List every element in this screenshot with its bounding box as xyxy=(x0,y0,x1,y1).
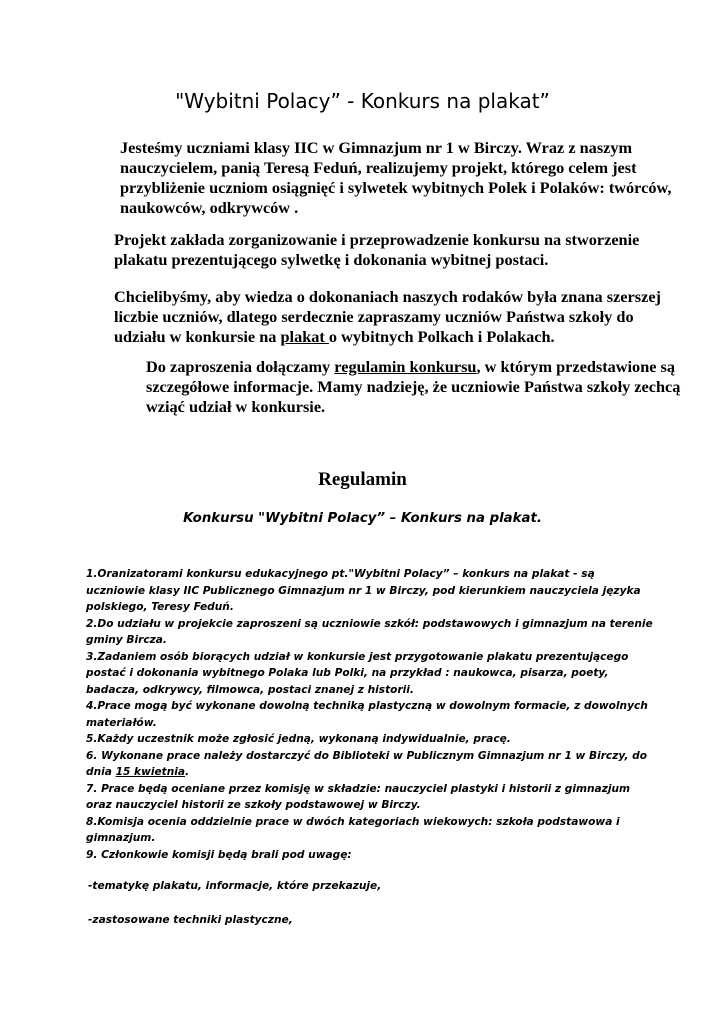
rule-6 xyxy=(86,748,656,781)
rules-list xyxy=(86,566,656,863)
page-title: "Wybitni Polacy” - Konkurs na plakat” xyxy=(175,89,550,113)
rule-7: 7. Prace będą oceniane przez komisję w składzie: nauczyciel plastyki i historii z gimnazjum oraz nauczyciel historii ze szkoły podstawowej w Birczy. xyxy=(86,782,631,811)
rule-3: 3.Zadaniem osób biorących udział w konkursie jest przygotowanie plakatu prezentującego postać i dokonania wybitnego Polaka lub Polki, na przykład : naukowca, pisarza, poety, badacza, odkrywcy, filmowca, postaci znanej z historii. xyxy=(86,650,629,696)
rule-8: 8.Komisja ocenia oddzielnie prace w dwóch kategoriach wiekowych: szkoła podstawowa i gimnazjum. xyxy=(86,815,620,844)
plakat-underlined: plakat xyxy=(280,327,329,346)
rule-9: 9. Członkowie komisji będą brali pod uwagę: xyxy=(86,848,352,861)
regulamin-underlined: regulamin konkursu xyxy=(334,357,477,376)
intro-paragraph-3-end: o wybitnych Polkach i Polakach. xyxy=(328,327,555,346)
rule-5: 5.Każdy uczestnik może zgłosić jedną, wykonaną indywidualnie, pracę. xyxy=(86,733,511,745)
intro-paragraph-4-end: , w którym przedstawione są szczegółowe informacje. Mamy nadzieję, że uczniowie Państwa szkoły zechcą wziąć udział w konkursie. xyxy=(146,357,681,416)
intro-paragraph-2: Projekt zakłada zorganizowanie i przeprowadzenie konkursu na stworzenie plakatu prezentującego sylwetkę i dokonania wybitnej postaci. xyxy=(114,230,640,269)
criterion-1: -tematykę plakatu, informacje, które przekazuje, xyxy=(88,880,382,892)
rule-4: 4.Prace mogą być wykonane dowolną techniką plastyczną w dowolnym formacie, z dowolnych materiałów. xyxy=(86,700,648,729)
criterion-2: -zastosowane techniki plastyczne, xyxy=(88,914,293,926)
intro-paragraph-3-text: Chcielibyśmy, aby wiedza o dokonaniach naszych rodaków była znana szerszej liczbie uczniów, dlatego serdecznie zapraszamy uczniów Państwa szkoły do udziału w konkursie na xyxy=(114,287,661,346)
regulamin-heading: Regulamin xyxy=(318,469,407,490)
intro-paragraph-3 xyxy=(86,287,674,347)
regulamin-subtitle: Konkursu "Wybitni Polacy” – Konkurs na plakat. xyxy=(183,511,542,526)
rule-6-text: 6. Wykonane prace należy dostarczyć do Biblioteki w Publicznym Gimnazjum nr 1 w Birczy, do dnia xyxy=(86,749,648,778)
intro-paragraph-4 xyxy=(86,357,706,417)
intro-paragraph-4-text: Do zaproszenia dołączamy xyxy=(146,357,335,376)
rule-2: 2.Do udziału w projekcie zaproszeni są uczniowie szkół: podstawowych i gimnazjum na terenie gminy Bircza. xyxy=(86,617,653,646)
rule-6-date: 15 kwietnia xyxy=(115,766,186,778)
rule-1: 1.Oranizatorami konkursu edukacyjnego pt."Wybitni Polacy” – konkurs na plakat - są uczniowie klasy IIC Publicznego Gimnazjum nr 1 w Birczy, pod kierunkiem nauczyciela języka polskiego, Teresy Feduń. xyxy=(86,568,641,613)
intro-paragraph-1: Jesteśmy uczniami klasy IIC w Gimnazjum nr 1 w Birczy. Wraz z naszym nauczycielem, panią Teresą Feduń, realizujemy projekt, którego celem jest przybliżenie uczniom osiągnięć i sylwetek wybitnych Polek i Polaków: twórców, naukowców, odkrywców . xyxy=(120,138,672,217)
rule-6-end: . xyxy=(185,766,190,778)
